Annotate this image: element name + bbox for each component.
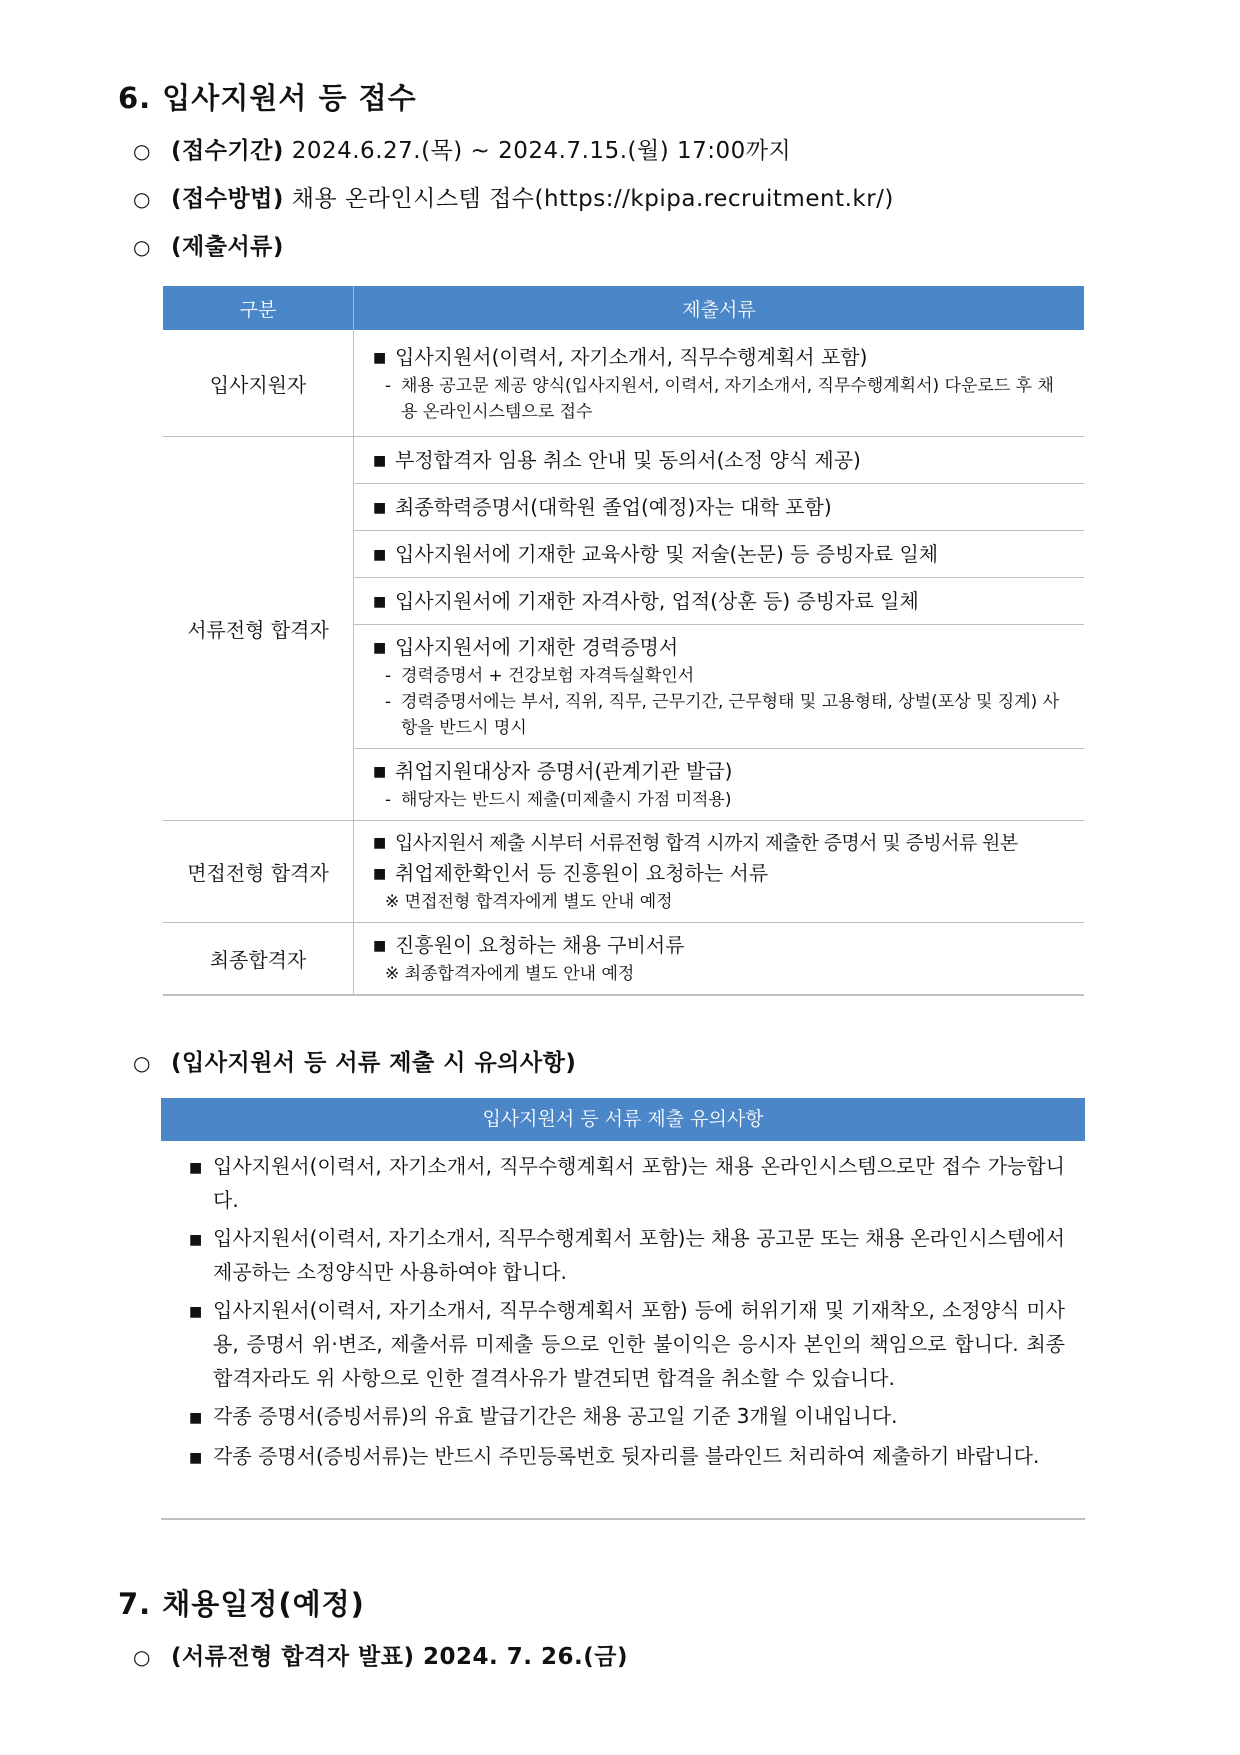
method-label: (접수방법): [171, 186, 284, 212]
document-name: 입사지원서에 기재한 자격사항, 업적(상훈 등) 증빙자료 일체: [395, 588, 919, 613]
notice-list: [161, 1141, 1085, 1475]
documents-cell: [354, 578, 1085, 625]
dash-marker: -: [385, 790, 392, 810]
table-row: [163, 437, 1084, 484]
application-period: [133, 132, 791, 165]
category-cell: 서류전형 합격자: [163, 437, 354, 821]
notice-label: (입사지원서 등 서류 제출 시 유의사항): [171, 1050, 577, 1076]
document-item: [355, 533, 1083, 576]
documents-cell: [354, 484, 1085, 531]
document-name: 입사지원서(이력서, 자기소개서, 직무수행계획서 포함): [395, 344, 868, 369]
period-label: (접수기간): [171, 138, 284, 164]
method-value: 채용 온라인시스템 접수(https://kpipa.recruitment.kr/): [283, 186, 894, 212]
table-row: [163, 923, 1084, 996]
table-row: [163, 821, 1084, 923]
documents-cell: [354, 749, 1085, 821]
square-bullet-icon: ■: [373, 349, 387, 366]
circle-bullet-icon: ○: [133, 187, 151, 211]
document-detail: 경력증명서에는 부서, 직위, 직무, 근무기간, 근무형태 및 고용형태, 상벌(포상 및 징계) 사항을 반드시 명시: [401, 692, 1060, 738]
documents-cell: [354, 531, 1085, 578]
notice-text: 입사지원서(이력서, 자기소개서, 직무수행계획서 포함)는 채용 공고문 또는 채용 온라인시스템에서 제공하는 소정양식만 사용하여야 합니다.: [213, 1226, 1065, 1284]
document-name: 입사지원서 제출 시부터 서류전형 합격 시까지 제출한 증명서 및 증빙서류 원본: [395, 832, 1018, 854]
document-note: ※ 면접전형 합격자에게 별도 안내 예정: [385, 892, 673, 912]
category-cell: 면접전형 합격자: [163, 821, 354, 923]
document-detail: 경력증명서 + 건강보험 자격득실확인서: [401, 666, 695, 686]
notice-text: 입사지원서(이력서, 자기소개서, 직무수행계획서 포함) 등에 허위기재 및 기재착오, 소정양식 미사용, 증명서 위·변조, 제출서류 미제출 등으로 인한 불이익은 응시자 본인의 책임으로 합니다. 최종합격자라도 위 사항으로 인한 결격사유가 발견되면 합격을 취소할 수 있습니다.: [213, 1298, 1065, 1390]
square-bullet-icon: ■: [189, 1304, 203, 1320]
documents-heading: [133, 228, 284, 261]
application-method: [133, 180, 894, 213]
square-bullet-icon: ■: [373, 764, 387, 780]
category-cell: 최종합격자: [163, 923, 354, 996]
document-name: 취업제한확인서 등 진흥원이 요청하는 서류: [395, 861, 769, 885]
circle-bullet-icon: ○: [133, 235, 151, 259]
table-header-row: [163, 286, 1084, 330]
document-name: 입사지원서에 기재한 교육사항 및 저술(논문) 등 증빙자료 일체: [395, 541, 939, 566]
document-detail: 채용 공고문 제공 양식(입사지원서, 이력서, 자기소개서, 직무수행계획서) 다운로드 후 채용 온라인시스템으로 접수: [401, 375, 1054, 422]
dash-marker: -: [385, 375, 392, 396]
document-item: [355, 924, 1083, 993]
column-header-category: 구분: [163, 286, 354, 330]
notice-box: [161, 1141, 1085, 1520]
documents-cell: [354, 437, 1085, 484]
documents-cell: [354, 330, 1085, 437]
circle-bullet-icon: ○: [133, 139, 151, 163]
column-header-documents: 제출서류: [354, 286, 1085, 330]
document-item: [355, 822, 1083, 921]
document-item: [355, 580, 1083, 623]
circle-bullet-icon: ○: [133, 1051, 151, 1075]
category-cell: 입사지원자: [163, 330, 354, 437]
documents-cell: [354, 625, 1085, 749]
document-item: [355, 750, 1083, 819]
document-detail: 해당자는 반드시 제출(미제출시 가점 미적용): [401, 790, 732, 810]
list-item: [189, 1149, 1065, 1217]
announcement-label: (서류전형 합격자 발표): [171, 1644, 415, 1670]
square-bullet-icon: ■: [373, 835, 386, 851]
list-item: [189, 1221, 1065, 1289]
section-6-title: 6. 입사지원서 등 접수: [118, 81, 417, 115]
document-item: [355, 486, 1083, 529]
notice-heading: [133, 1044, 576, 1077]
document-name: 취업지원대상자 증명서(관계기관 발급): [395, 759, 733, 783]
notice-text: 입사지원서(이력서, 자기소개서, 직무수행계획서 포함)는 채용 온라인시스템으로만 접수 가능합니다.: [213, 1154, 1065, 1212]
period-value: 2024.6.27.(목) ~ 2024.7.15.(월) 17:00까지: [283, 138, 792, 164]
table-row: [163, 330, 1084, 437]
document-name: 입사지원서에 기재한 경력증명서: [395, 635, 679, 659]
square-bullet-icon: ■: [189, 1160, 203, 1176]
docs-label: (제출서류): [171, 234, 284, 260]
document-name: 진흥원이 요청하는 채용 구비서류: [395, 933, 685, 957]
square-bullet-icon: ■: [189, 1450, 203, 1466]
document-name: 최종학력증명서(대학원 졸업(예정)자는 대학 포함): [395, 494, 832, 519]
list-item: [189, 1439, 1065, 1475]
required-documents-table: [163, 286, 1084, 996]
list-item: [189, 1293, 1065, 1395]
square-bullet-icon: ■: [373, 546, 387, 563]
document-item: [355, 439, 1083, 482]
list-item: [189, 1399, 1065, 1435]
square-bullet-icon: ■: [373, 593, 387, 610]
schedule-first-announcement: [133, 1638, 628, 1671]
documents-cell: [354, 923, 1085, 996]
announcement-date: 2024. 7. 26.(금): [414, 1644, 629, 1670]
notice-text: 각종 증명서(증빙서류)의 유효 발급기간은 채용 공고일 기준 3개월 이내입니다.: [213, 1404, 898, 1428]
square-bullet-icon: ■: [373, 866, 387, 882]
notice-box-header: 입사지원서 등 서류 제출 유의사항: [161, 1098, 1085, 1141]
document-item: [355, 626, 1083, 747]
document-item: [355, 336, 1083, 431]
square-bullet-icon: ■: [189, 1232, 203, 1248]
section-7-title: 7. 채용일정(예정): [118, 1587, 365, 1621]
documents-cell: [354, 821, 1085, 923]
circle-bullet-icon: ○: [133, 1645, 151, 1669]
square-bullet-icon: ■: [373, 499, 387, 516]
square-bullet-icon: ■: [373, 938, 387, 954]
document-name: 부정합격자 임용 취소 안내 및 동의서(소정 양식 제공): [395, 447, 861, 472]
square-bullet-icon: ■: [189, 1410, 203, 1426]
square-bullet-icon: ■: [373, 640, 387, 656]
dash-marker: -: [385, 666, 392, 686]
square-bullet-icon: ■: [373, 452, 387, 469]
notice-text: 각종 증명서(증빙서류)는 반드시 주민등록번호 뒷자리를 블라인드 처리하여 제출하기 바랍니다.: [213, 1444, 1040, 1468]
document-note: ※ 최종합격자에게 별도 안내 예정: [385, 964, 635, 984]
dash-marker: -: [385, 692, 392, 712]
